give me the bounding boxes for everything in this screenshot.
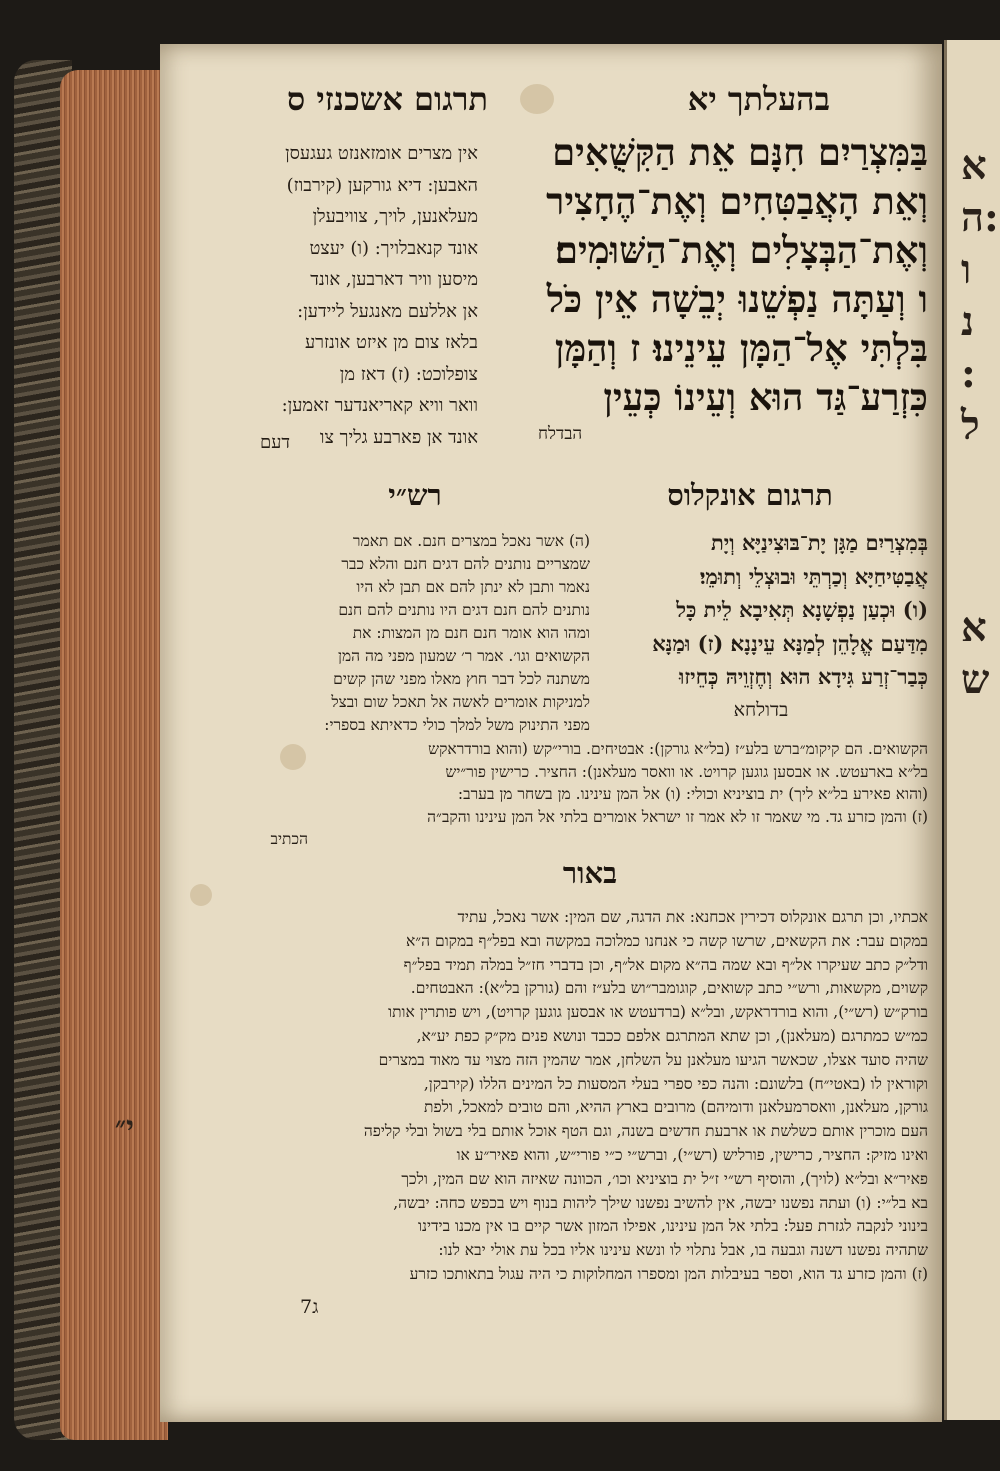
rashi-title: רש״י — [388, 478, 442, 512]
rashi-line: ומהו הוא אומר חנם חנם מן המצות: את — [352, 624, 590, 642]
facing-glyph: ו — [961, 246, 972, 293]
rashi-line: (ה) אשר נאכל במצרים חנם. אם תאמר — [352, 532, 590, 550]
rashi-line: הקשואים וגו׳. אמר ר׳ שמעון מפני מה המן — [338, 647, 590, 665]
biur-line: בינוני לנקבה לגזרת פעל: בלתי אל המן עינינו, אפילו המזון אשר קיים בו אין מכנו בידינו — [418, 1217, 928, 1236]
biur-line: בורק״ש (רש״י), והוא בורדראקש, ובל״א (ברדעטש או אבסען גוגען קרויט), ויש פותרין אותו — [388, 1003, 928, 1022]
running-header-right: בהעלתך יא — [687, 80, 830, 118]
rashi-line: משתנה לכל דבר חוץ מאלו מפני שהן קשים — [333, 670, 590, 688]
yiddish-line: אונד אן פארבע גליך צו — [319, 426, 478, 448]
scripture-line: בִּלְתִּי אֶל־הַמָּן עֵינֵינוּ׃ ז וְהַמָּן — [554, 326, 928, 370]
onkelos-line: (ו) וּכְעַן נַפְשָׁנָא תְּאִיבָא לֵית כָּל — [676, 597, 928, 622]
scripture-line: כִּזְרַע־גַּד הוּא וְעֵינוֹ כְּעֵין — [603, 375, 928, 419]
rashi-line: למניקות אומרים לאשה אל תאכל שום ובצל — [331, 693, 590, 711]
biur-line: פאיר״א ובל״א (לויך), והוסיף רש״י ז״ל ית בוציניא וכו׳, הכוונה שאיזה הוא שם המין, ולכך — [401, 1169, 928, 1188]
scripture-catchword: הבדלח — [538, 424, 583, 444]
notes-line: הקשואים. הם קיקומ״ברש בלע״ז (בל״א גורקן): אבטיחים. בורי״קש (והוא בורדראקש — [428, 740, 928, 758]
yiddish-line: וואר וויא קאריאנדער זאמען: — [281, 395, 478, 416]
yiddish-line: האבען: דיא גורקען (קירבוז) — [286, 174, 478, 196]
biur-line: (ז) והמן כזרע גד הוא, וספר בעיבלות המן ומספרו המחלוקות כי היה עגול בתאותכו כזרע — [409, 1264, 928, 1283]
yiddish-catchword: דעם — [260, 432, 291, 453]
rashi-line: נאמר ותבן לא ינתן להם אם תבן לא היו — [356, 578, 590, 596]
rashi-line: שמצריים נותנים להם דגים חנם והלא כבר — [341, 555, 590, 573]
biur-line: במקום עבר: את הקשאים, שרשו קשה כי אנחנו כמלוכה במקשה ובא בפל״ף במקום ה״א — [405, 931, 928, 950]
rashi-commentary — [238, 530, 590, 737]
yiddish-line: אן אללעם מאנגעל ליידען: — [297, 300, 478, 322]
notes-line: (ז) והמן כזרע גד. מי שאמר זו לא אמר זו ישראל אומרים בלתי אל המן עינינו והקב״ה — [427, 807, 928, 826]
yiddish-line: מעלאנען, לויך, צוויבעלן — [312, 206, 478, 227]
biur-title: באור — [562, 856, 618, 890]
biur-line: שתהיה נפשנו דשנה וגבעה בו, אבל נתלוי לו ונשא עינינו אליו בכל עת אולי יבא לנו: — [438, 1241, 928, 1260]
yiddish-line: צופלוכט: (ז) דאז מן — [339, 363, 478, 385]
onkelos-targum — [594, 526, 928, 727]
onkelos-catchword: בדולחא — [733, 698, 789, 721]
yiddish-line: אין מצרים אומזאנזט געגעסן — [285, 143, 478, 164]
page-stain — [190, 884, 212, 906]
book-page-edges — [60, 70, 168, 1440]
biur-line: וקוראין לו (באטי״ח) בלשונם: והנה כפי ספרי בעלי המסעות כל המינים הללו (קירבקן, — [423, 1074, 928, 1093]
onkelos-title: תרגום אונקלוס — [667, 478, 833, 512]
yiddish-line: אונד קנאבלויך: (ו) יעצט — [309, 237, 478, 259]
biur-line: העם מוכרין אותם כשלשת או ארבעת חדשים בשנה, וגם הטף אוכל אותם בלי בשול ובלי קליפה — [363, 1122, 928, 1141]
scripture-line: בַּמִּצְרַיִם חִנָּם אֵת הַקִּשֻּׁאִים — [552, 130, 928, 174]
scripture-line: וְאֵת הָאֲבַטִּחִים וְאֶת־הֶחָצִיר — [546, 179, 928, 223]
page-stain — [520, 84, 554, 114]
onkelos-line: בְּמִצְרַיִם מַגָּן יָת־בּוּצִינַיָּא וְיָת — [710, 530, 928, 555]
margin-mark: י״ — [114, 1110, 134, 1145]
notes-line: (והוא פאירע בל״א ליך) ית בוציניא וכולי: (ו) אל המן עינינו. מן בשחר מן בערב: — [457, 785, 928, 803]
biur-line: כמ״ש כמתרגם (מעלאנן), וכן שתא המתרגם אלפם ככבד ונושא פנים מק״ק כפת יע״א, — [416, 1026, 928, 1045]
yiddish-line: מיסען וויר דארבען, אונד — [310, 269, 478, 290]
biur-line: ודל״ק כתב שעיקרו אל״ף ובא שמה בה״א מקום אל״ף, וכן בדברי חז״ל במלה תמיד בפל״ף — [403, 955, 928, 974]
printer-signature: 7ג — [300, 1296, 319, 1318]
yiddish-line: בלאז צום מן איזט אונזרע — [304, 332, 478, 353]
biur-line: בא בל״י: (ו) ועתה נפשנו יבשה, אין להשיב נפשנו שילך ליהות בנוף ויש בכפש כחה: יבשה, — [393, 1193, 928, 1212]
facing-glyph: נ — [961, 298, 975, 345]
rashi-line: מפני התינוק משל למלך כולי כדאיתא בספרי: — [324, 716, 590, 734]
onkelos-line: מִדַּעַם אֱלָהֵן לְמַנָּא עֵינָנָא׃ (ז) וּמַנָּא — [652, 630, 928, 656]
targum-notes — [232, 738, 928, 851]
facing-glyph: ל — [961, 402, 980, 449]
running-header-left: תרגום אשכנזי ס — [287, 80, 488, 118]
notes-tail: הכתיב — [270, 830, 308, 848]
facing-page-fragment — [944, 40, 1000, 1420]
biur-line: שהיה סועד אצלו, שכאשר הגיעו מעלאנן על השלחן, אמר שהמין הזה מצוי עד מאוד במצרים — [378, 1050, 928, 1069]
onkelos-line: אֲבַטִּיחַיָּא וְכַרְתֵּי וּבוּצְלֵי וְתוּמֵי׃ — [699, 563, 928, 589]
biur-commentary — [232, 906, 928, 1287]
yiddish-translation — [232, 138, 478, 453]
biur-line: קשוים, מקשאות, ורש״י כתב קשואים, קוגומבר״וש בלע״ז והם (גורקן בל״א): האבטחים. — [410, 979, 928, 998]
facing-glyph: ה: — [961, 194, 999, 241]
scripture-text — [496, 128, 928, 422]
onkelos-line: כְּבַר־זְרַע גִּידָא הוּא וְחֶזְוֵיהּ כְּחֵיזוּ — [678, 664, 928, 689]
rashi-line: נותנים להם חנם דגים היו נותנים להם חנם — [338, 601, 590, 619]
facing-glyph: א — [961, 142, 987, 189]
facing-glyph: ש — [961, 656, 990, 703]
biur-line: אכתיו, וכן תרגם אונקלוס דכירין אכחנא: את הדגה, שם המין: אשר נאכל, עתיד — [457, 908, 928, 926]
biur-line: ואינו מזיק: החציר, כרישין, פורליש (רש״י), וברש״י כ״י פורי״ש, והוא פאיר״ע או — [456, 1145, 928, 1164]
biur-line: גורקן, מעלאנן, וואסרמעלאנן ודומיהם) מרובים בארץ ההיא, והם טובים למאכל, ולפת — [424, 1098, 928, 1117]
scripture-line: ו וְעַתָּה נַפְשֵׁנוּ יְבֵשָׁה אֵין כֹּל — [546, 277, 928, 321]
notes-line: בל״א בארעטש. או אבסען גוגען קרויט. או וואסר מעלאנן): החציר. כרישין פור״יש — [445, 762, 928, 781]
scripture-line: וְאֶת־הַבְּצָלִים וְאֶת־הַשּׁוּמִים׃ — [554, 228, 928, 272]
facing-glyph: : — [961, 350, 976, 397]
facing-glyph: א — [961, 604, 987, 651]
